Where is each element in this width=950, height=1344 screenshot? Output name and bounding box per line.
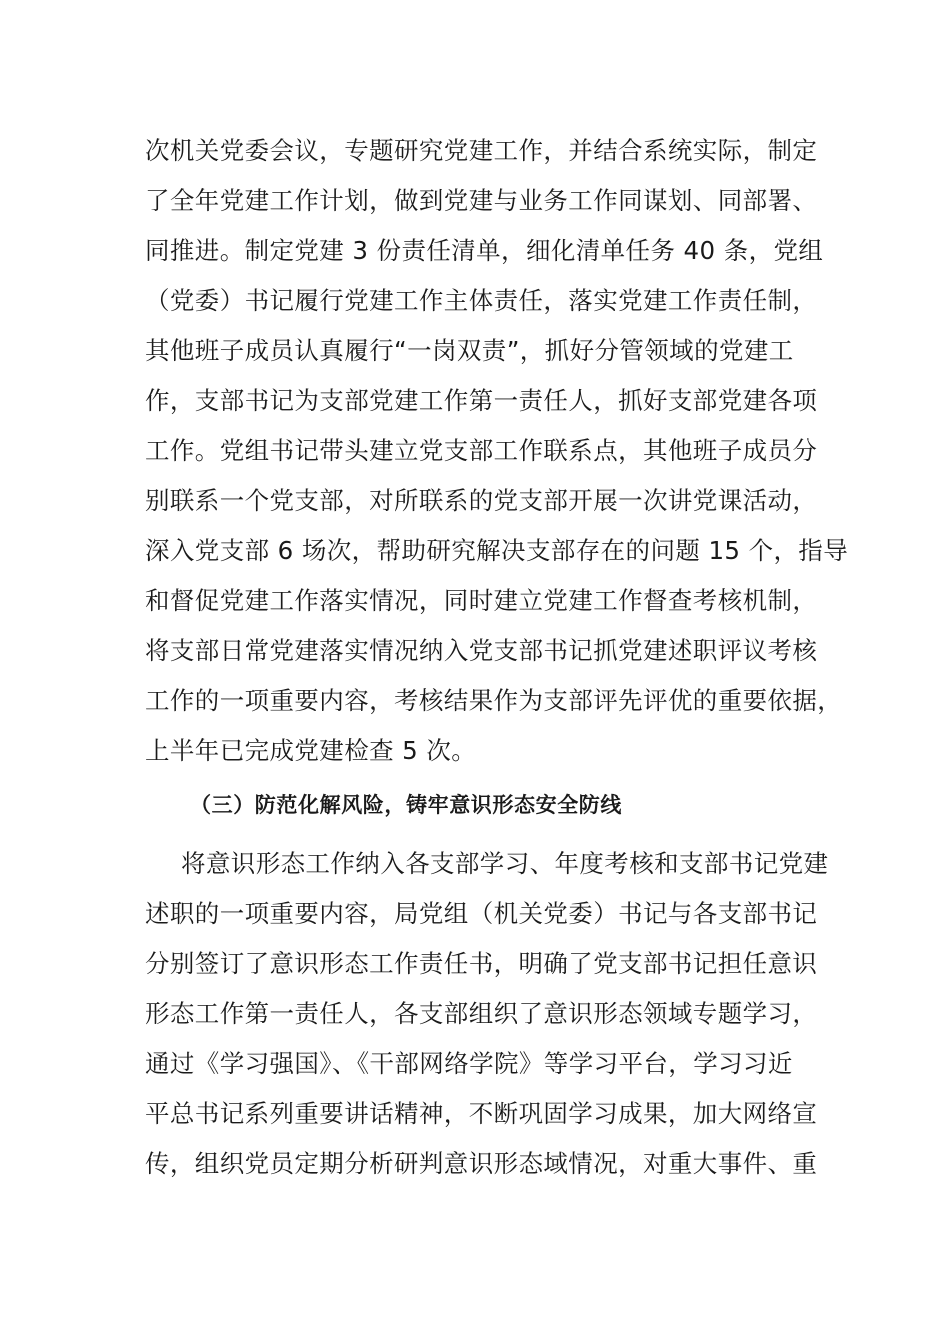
paragraph-line: 上半年已完成党建检查 5 次。: [145, 736, 477, 765]
paragraph-line: 通过《学习强国》、《干部网络学院》等学习平台，学习习近: [145, 1049, 793, 1078]
paragraph-line: 和督促党建工作落实情况，同时建立党建工作督查考核机制，: [145, 586, 818, 615]
paragraph-line: 分别签订了意识形态工作责任书，明确了党支部书记担任意识: [145, 949, 818, 978]
section-heading: （三）防范化解风险，铸牢意识形态安全防线: [190, 793, 622, 817]
paragraph-line: 深入党支部 6 场次，帮助研究解决支部存在的问题 15 个，指导: [145, 536, 849, 565]
paragraph-line: 了全年党建工作计划，做到党建与业务工作同谋划、同部署、: [145, 186, 818, 215]
paragraph-line: 同推进。制定党建 3 份责任清单，细化清单任务 40 条，党组: [145, 236, 824, 265]
paragraph-line: 将意识形态工作纳入各支部学习、年度考核和支部书记党建: [181, 849, 829, 878]
paragraph-line: 别联系一个党支部，对所联系的党支部开展一次讲党课活动，: [145, 486, 818, 515]
paragraph-line: 平总书记系列重要讲话精神，不断巩固学习成果，加大网络宣: [145, 1099, 818, 1128]
paragraph-line: 工作。党组书记带头建立党支部工作联系点，其他班子成员分: [145, 436, 818, 465]
paragraph-line: 述职的一项重要内容，局党组（机关党委）书记与各支部书记: [145, 899, 818, 928]
paragraph-line: 作，支部书记为支部党建工作第一责任人，抓好支部党建各项: [145, 386, 818, 415]
paragraph-line: 传，组织党员定期分析研判意识形态域情况，对重大事件、重: [145, 1149, 818, 1178]
paragraph-line: 将支部日常党建落实情况纳入党支部书记抓党建述职评议考核: [145, 636, 818, 665]
paragraph-line: 次机关党委会议，专题研究党建工作，并结合系统实际，制定: [145, 136, 818, 165]
paragraph-line: 其他班子成员认真履行“一岗双责”，抓好分管领域的党建工: [145, 336, 794, 365]
paragraph-line: （党委）书记履行党建工作主体责任，落实党建工作责任制，: [145, 286, 818, 315]
paragraph-line: 工作的一项重要内容，考核结果作为支部评先评优的重要依据，: [145, 686, 843, 715]
paragraph-line: 形态工作第一责任人，各支部组织了意识形态领域专题学习，: [145, 999, 818, 1028]
